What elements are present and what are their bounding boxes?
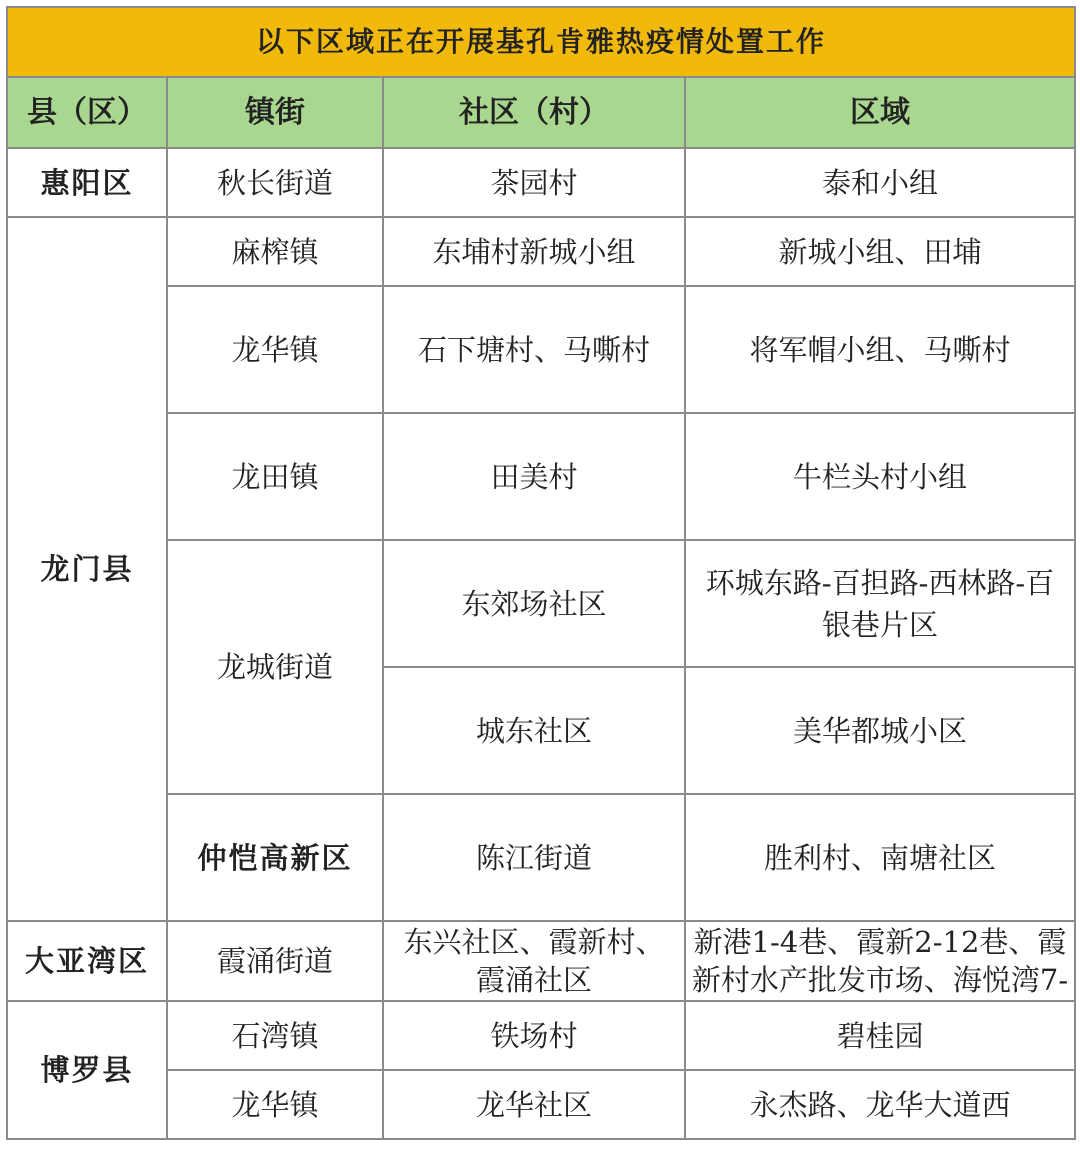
community-cell: 城东社区 [383, 667, 685, 794]
area-line: 新村水产批发市场、海悦湾7- [691, 963, 1069, 997]
area-cell: 牛栏头村小组 [685, 413, 1075, 540]
epidemic-area-table [6, 6, 1076, 1140]
header-town: 镇街 [167, 77, 383, 148]
town-cell: 龙华镇 [167, 1070, 383, 1139]
community-cell: 铁场村 [383, 1001, 685, 1070]
county-cell: 惠阳区 [7, 148, 167, 217]
town-cell: 龙田镇 [167, 413, 383, 540]
community-cell [383, 921, 685, 1001]
community-cell: 田美村 [383, 413, 685, 540]
community-cell: 石下塘村、马嘶村 [383, 286, 685, 413]
area-cell: 新城小组、田埔 [685, 217, 1075, 286]
area-cell [685, 921, 1075, 1001]
table-row [7, 413, 1075, 540]
area-cell [685, 540, 1075, 667]
town-cell: 龙城街道 [167, 540, 383, 794]
town-cell: 秋长街道 [167, 148, 383, 217]
area-line: 银巷片区 [822, 607, 939, 642]
community-cell: 东郊场社区 [383, 540, 685, 667]
community-cell: 龙华社区 [383, 1070, 685, 1139]
header-community: 社区（村） [383, 77, 685, 148]
table-row [7, 286, 1075, 413]
epidemic-area-table-container [6, 6, 1074, 1140]
table-row [7, 794, 1075, 921]
community-cell: 东埔村新城小组 [383, 217, 685, 286]
header-area: 区域 [685, 77, 1075, 148]
community-line: 霞涌社区 [475, 963, 592, 997]
area-line: 新港1-4巷、霞新2-12巷、霞 [693, 925, 1067, 959]
community-line: 东兴社区、霞新村、 [403, 925, 665, 959]
town-cell: 龙华镇 [167, 286, 383, 413]
county-cell: 仲恺高新区 [167, 794, 383, 921]
table-row [7, 217, 1075, 286]
county-cell: 博罗县 [7, 1001, 167, 1139]
area-cell: 美华都城小区 [685, 667, 1075, 794]
table-row [7, 921, 1075, 1001]
town-cell: 麻榨镇 [167, 217, 383, 286]
table-row [7, 148, 1075, 217]
table-title: 以下区域正在开展基孔肯雅热疫情处置工作 [7, 7, 1075, 77]
area-line: 环城东路-百担路-西林路-百 [705, 565, 1055, 600]
area-cell: 泰和小组 [685, 148, 1075, 217]
town-cell: 霞涌街道 [167, 921, 383, 1001]
header-county: 县（区） [7, 77, 167, 148]
table-row [7, 1070, 1075, 1139]
area-cell: 碧桂园 [685, 1001, 1075, 1070]
table-row [7, 540, 1075, 667]
table-header-row [7, 77, 1075, 148]
county-cell: 龙门县 [7, 217, 167, 921]
town-cell: 石湾镇 [167, 1001, 383, 1070]
area-cell: 将军帽小组、马嘶村 [685, 286, 1075, 413]
town-cell: 陈江街道 [383, 794, 685, 921]
county-cell: 大亚湾区 [7, 921, 167, 1001]
community-cell: 茶园村 [383, 148, 685, 217]
community-cell: 胜利村、南塘社区 [685, 794, 1075, 921]
area-cell: 永杰路、龙华大道西 [685, 1070, 1075, 1139]
table-row [7, 1001, 1075, 1070]
